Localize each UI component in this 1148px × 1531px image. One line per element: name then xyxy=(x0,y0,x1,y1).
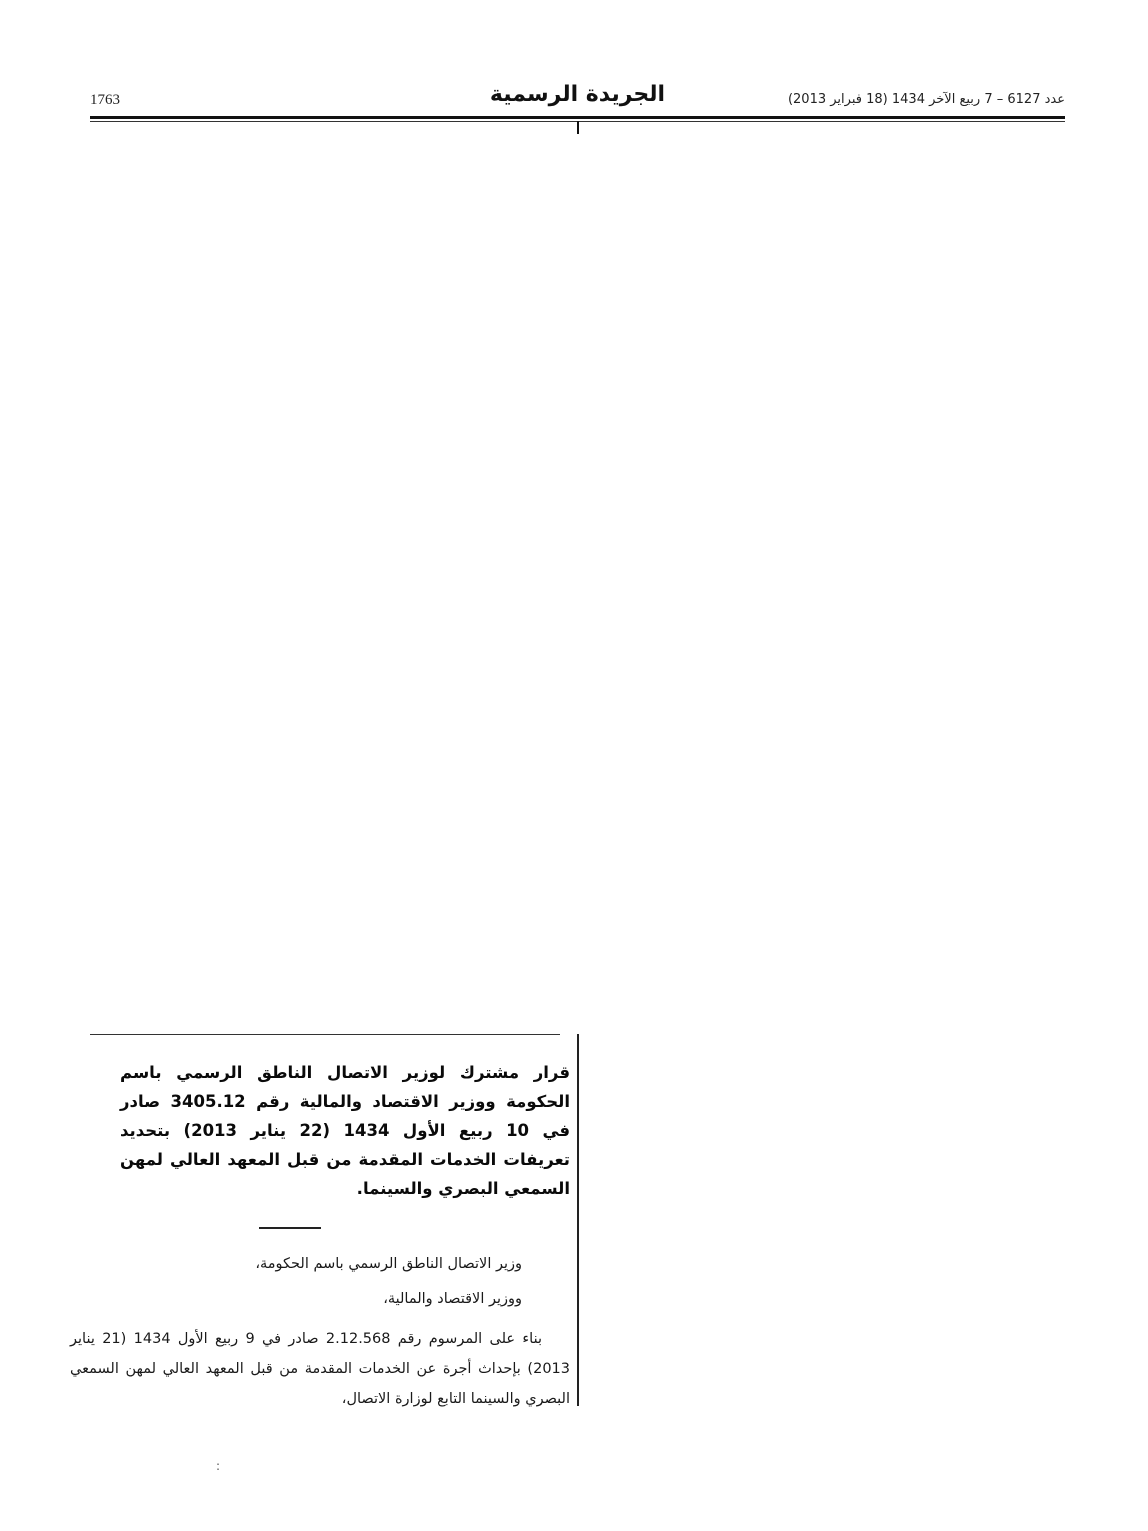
stray-mark: : xyxy=(216,1459,221,1473)
article-top-rule xyxy=(90,1034,560,1035)
title-separator xyxy=(259,1227,321,1229)
authority-2: ووزير الاقتصاد والمالية، xyxy=(383,1291,522,1307)
article xyxy=(70,1058,570,1414)
page-header xyxy=(90,80,1065,118)
authorities xyxy=(70,1249,570,1314)
page-number: 1763 xyxy=(90,92,120,108)
issue-info: عدد 6127 – 7 ربيع الآخر 1434 (18 فبراير 2013) xyxy=(787,92,1065,107)
journal-title: الجريدة الرسمية xyxy=(489,82,666,107)
whereas-clause: بناء على المرسوم رقم 2.12.568 صادر في 9 ربيع الأول 1434 (21 يناير 2013) بإحداث أجرة عن الخدمات المقدمة من قبل المعهد العالي لمهن السمعي البصري والسينما التابع لوزارة الاتصال، xyxy=(70,1331,570,1407)
article-title: قرار مشترك لوزير الاتصال الناطق الرسمي باسم الحكومة ووزير الاقتصاد والمالية رقم 3405.12 صادر في 10 ربيع الأول 1434 (22 يناير 2013) بتحديد تعريفات الخدمات المقدمة من قبل المعهد العالي لمهن السمعي البصري والسينما. xyxy=(120,1063,571,1198)
column-tick xyxy=(577,121,579,134)
column-divider xyxy=(577,1034,579,1406)
authority-1: وزير الاتصال الناطق الرسمي باسم الحكومة، xyxy=(255,1256,522,1272)
header-rule-thick xyxy=(90,116,1065,119)
